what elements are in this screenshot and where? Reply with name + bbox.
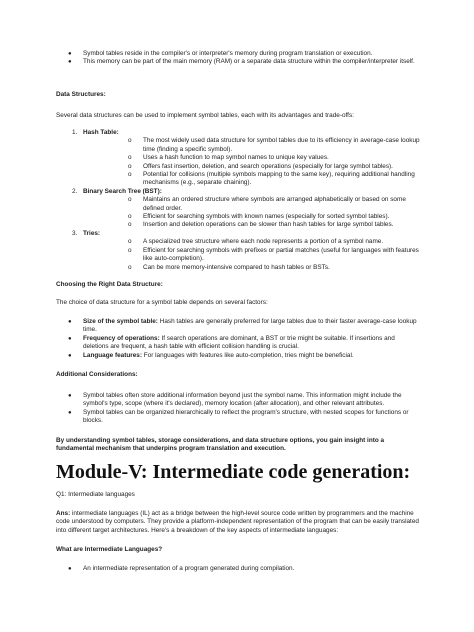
circle-bullet-icon: o (128, 171, 132, 179)
circle-bullet-icon: o (128, 221, 132, 229)
sub-item: o Can be more memory-intensive compared to hash tables or BSTs. (128, 263, 330, 271)
list-item-tries: 3. Tries: (72, 229, 101, 237)
circle-bullet-icon: o (128, 213, 132, 221)
list-item-bst: 2. Binary Search Tree (BST): (72, 187, 162, 195)
list-item: ● This memory can be part of the main memory (RAM) or a separate data structure within the compiler/interpreter itself. (68, 58, 415, 66)
list-item: ● Size of the symbol table: Hash tables are generally preferred for large tables due to their faster average-case lookup time. (68, 318, 417, 334)
list-item: ● An intermediate representation of a program generated during compilation. (68, 565, 295, 572)
sub-item: o Potential for collisions (multiple symbols mapping to the same key), requiring additional handling mechanisms (e.g., separate chaining). (128, 171, 415, 187)
bullet-icon: ● (68, 335, 72, 342)
list-item: ● Symbol tables often store additional information beyond just the symbol name. This information might include the symbol's type, scope (where it's declared), memory location (after allocation), and other relevant attributes. (68, 392, 402, 408)
choosing-bullet-list (56, 318, 422, 360)
question-label: Q1: Intermediate languages (56, 491, 135, 498)
circle-bullet-icon: o (128, 196, 132, 204)
section-heading-choosing: Choosing the Right Data Structure: (56, 281, 163, 288)
list-item-hash-table: 1. Hash Table: (72, 129, 119, 136)
list-item: ● Language features: For languages with features like auto-completion, tries might be beneficial. (68, 351, 354, 359)
section-heading-data-structures: Data Structures: (56, 91, 106, 98)
answer-paragraph: Ans: intermediate languages (IL) act as a bridge between the high-level source code written by programmers and the machine code understood by computers. They provide a platform-independent representation of the program that can be easily translated into different target architectures. Here's a breakdown of the key aspects of intermediate languages: (56, 510, 419, 534)
module-title: Module-V: Intermediate code generation: (56, 461, 411, 483)
sub-item: o Maintains an ordered structure where symbols are arranged alphabetically or based on some defined order. (128, 196, 406, 212)
conclusion-paragraph: By understanding symbol tables, storage considerations, and data structure options, you gain insight into a fundamental mechanism that underpins program translation and execution. (56, 437, 385, 453)
additional-bullet-list (56, 392, 422, 426)
sub-item: o The most widely used data structure for symbol tables due to its efficiency in average-case lookup time (finding a specific symbol). (128, 137, 420, 153)
circle-bullet-icon: o (128, 263, 132, 271)
sub-item: o Insertion and deletion operations can be slower than hash tables for large symbol tables. (128, 221, 394, 229)
sub-item: o A specialized tree structure where each node represents a portion of a symbol name. (128, 238, 384, 246)
what-bullet-list (56, 565, 422, 573)
circle-bullet-icon: o (128, 246, 132, 254)
section-heading-additional: Additional Considerations: (56, 371, 138, 378)
intro-bullet-list (56, 50, 422, 67)
numbered-list (56, 129, 422, 272)
list-item: ● Frequency of operations: If search operations are dominant, a BST or trie might be suitable. If insertions and deletions are frequent, a hash table with efficient collision handling is crucial. (68, 334, 395, 351)
sub-item: o Uses a hash function to map symbol names to unique key values. (128, 154, 329, 162)
list-item: ● Symbol tables reside in the compiler's or interpreter's memory during program translation or execution. (68, 50, 373, 57)
bullet-icon: ● (68, 51, 72, 57)
bullet-icon: ● (68, 59, 72, 66)
circle-bullet-icon: o (128, 162, 132, 170)
bullet-icon: ● (68, 409, 72, 416)
list-item: ● Symbol tables can be organized hierarchically to reflect the program's structure, with nested scopes for functions or blocks. (68, 408, 409, 425)
paragraph: Several data structures can be used to implement symbol tables, each with its advantages and trade-offs: (56, 112, 354, 119)
circle-bullet-icon: o (128, 137, 132, 145)
bullet-icon: ● (68, 319, 72, 325)
bullet-icon: ● (68, 352, 72, 359)
bullet-icon: ● (68, 566, 72, 572)
paragraph: The choice of data structure for a symbol table depends on several factors: (56, 299, 268, 306)
sub-item: o Efficient for searching symbols with prefixes or partial matches (useful for languages with features like auto-completion). (128, 246, 419, 263)
sub-item: o Offers fast insertion, deletion, and search operations (especially for large symbol tables). (128, 162, 393, 170)
circle-bullet-icon: o (128, 238, 132, 246)
sub-item: o Efficient for searching symbols with known names (especially for sorted symbol tables). (128, 213, 390, 221)
section-heading-what-are-il: What are Intermediate Languages? (56, 546, 163, 553)
circle-bullet-icon: o (128, 154, 132, 162)
bullet-icon: ● (68, 393, 72, 399)
